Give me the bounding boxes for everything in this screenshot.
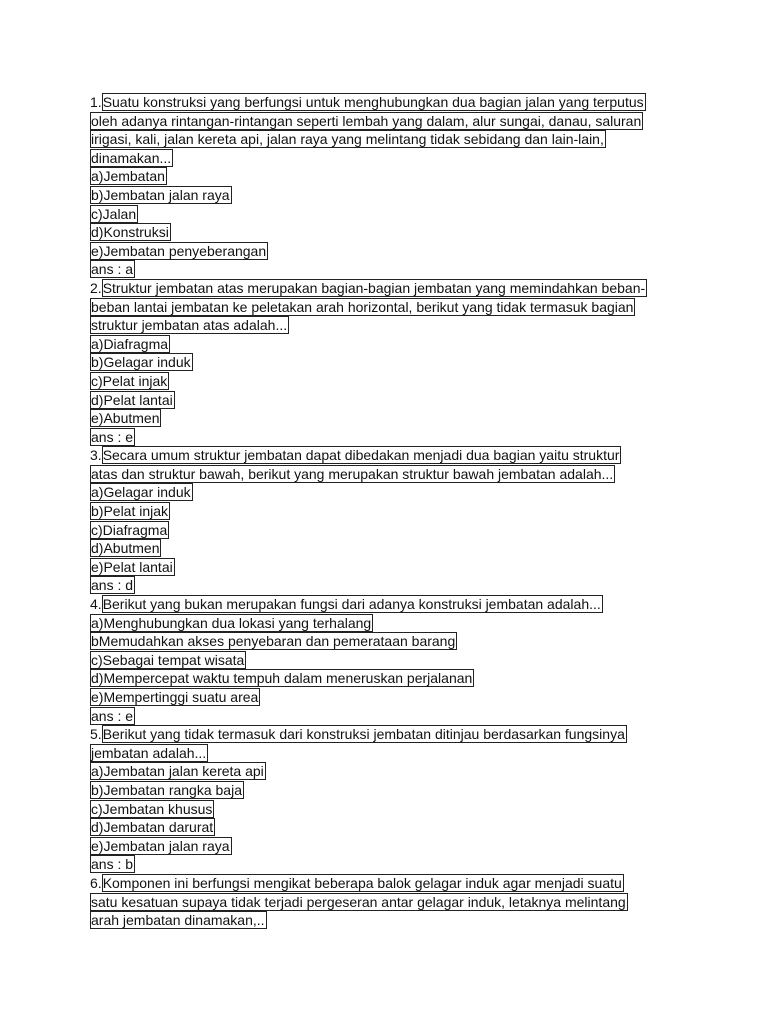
question-text: Secara umum struktur jembatan dapat dibedakan menjadi dua bagian yaitu struktur <box>102 447 620 464</box>
question-stem-line <box>90 465 680 484</box>
option-d <box>90 818 680 837</box>
option-text: d)Pelat lantai <box>91 391 173 408</box>
option-e <box>90 688 680 707</box>
question-text: irigasi, kali, jalan kereta api, jalan raya yang melintang tidak sebidang dan lain-lain, <box>91 131 604 148</box>
question-text: oleh adanya rintangan-rintangan seperti lembah yang dalam, alur sungai, danau, saluran <box>91 112 642 129</box>
question-stem-line <box>90 893 680 912</box>
question-text: arah jembatan dinamakan,.. <box>91 912 265 929</box>
option-text: bMemudahkan akses penyebaran dan pemerataan barang <box>91 633 456 650</box>
question-stem-line <box>90 279 680 298</box>
question-text: Komponen ini berfungsi mengikat beberapa balok gelagar induk agar menjadi suatu <box>102 874 622 891</box>
option-text: d)Jembatan darurat <box>91 819 214 836</box>
question-stem-line <box>90 911 680 930</box>
option-text: b)Jembatan rangka baja <box>91 781 242 798</box>
answer-line <box>90 576 680 595</box>
question-text: Suatu konstruksi yang berfungsi untuk menghubungkan dua bagian jalan yang terputus <box>102 94 644 110</box>
question-1 <box>90 93 680 279</box>
option-d <box>90 223 680 242</box>
answer-text: ans : e <box>91 707 134 724</box>
option-text: c)Sebagai tempat wisata <box>91 651 245 668</box>
answer-line <box>90 260 680 279</box>
question-4 <box>90 595 680 725</box>
question-stem-line <box>90 446 680 465</box>
option-d <box>90 669 680 688</box>
question-number: 6. <box>90 874 102 891</box>
option-text: b)Gelagar induk <box>91 354 191 371</box>
question-5 <box>90 725 680 874</box>
option-text: a)Jembatan <box>91 168 165 185</box>
option-text: b)Pelat injak <box>91 503 169 520</box>
question-number: 2. <box>90 279 102 296</box>
option-c <box>90 800 680 819</box>
question-text: Berikut yang bukan merupakan fungsi dari adanya konstruksi jembatan adalah... <box>102 596 601 613</box>
option-d <box>90 539 680 558</box>
option-e <box>90 837 680 856</box>
option-a <box>90 335 680 354</box>
option-c <box>90 521 680 540</box>
question-2 <box>90 279 680 446</box>
option-c <box>90 205 680 224</box>
option-a <box>90 483 680 502</box>
option-b <box>90 186 680 205</box>
option-text: e)Jembatan penyeberangan <box>91 242 267 259</box>
question-stem-line <box>90 93 680 112</box>
question-stem-line <box>90 112 680 131</box>
option-text: d)Abutmen <box>91 540 160 557</box>
question-text: jembatan adalah... <box>91 744 207 761</box>
question-text: Berikut yang tidak termasuk dari konstruksi jembatan ditinjau berdasarkan fungsinya <box>102 726 625 743</box>
option-text: b)Jembatan jalan raya <box>91 186 230 203</box>
question-stem-line <box>90 316 680 335</box>
answer-text: ans : d <box>91 577 134 594</box>
question-stem-line <box>90 744 680 763</box>
answer-line <box>90 707 680 726</box>
option-text: e)Pelat lantai <box>91 558 173 575</box>
option-text: c)Diafragma <box>91 521 168 538</box>
option-b <box>90 781 680 800</box>
question-stem-line <box>90 149 680 168</box>
option-text: e)Jembatan jalan raya <box>91 837 230 854</box>
option-text: a)Jembatan jalan kereta api <box>91 763 264 780</box>
option-text: a)Diafragma <box>91 335 169 352</box>
answer-text: ans : e <box>91 428 134 445</box>
option-text: c)Pelat injak <box>91 372 168 389</box>
option-a <box>90 167 680 186</box>
option-b <box>90 353 680 372</box>
document-body <box>90 93 680 930</box>
option-c <box>90 372 680 391</box>
option-text: d)Mempercepat waktu tempuh dalam meneruskan perjalanan <box>91 670 473 687</box>
answer-text: ans : b <box>91 856 134 873</box>
question-text: beban lantai jembatan ke peletakan arah horizontal, berikut yang tidak termasuk bagian <box>91 298 634 315</box>
question-stem-line <box>90 298 680 317</box>
question-text: struktur jembatan atas adalah... <box>91 317 288 334</box>
option-b <box>90 632 680 651</box>
option-e <box>90 409 680 428</box>
option-a <box>90 762 680 781</box>
question-6 <box>90 874 680 930</box>
question-text: dinamakan... <box>91 149 172 166</box>
answer-line <box>90 855 680 874</box>
question-text: atas dan struktur bawah, berikut yang merupakan struktur bawah jembatan adalah... <box>91 465 614 482</box>
option-text: e)Mempertinggi suatu area <box>91 689 259 705</box>
option-e <box>90 558 680 577</box>
question-text: satu kesatuan supaya tidak terjadi pergeseran antar gelagar induk, letaknya melintang <box>91 893 626 910</box>
option-b <box>90 502 680 521</box>
question-stem-line <box>90 130 680 149</box>
option-text: a)Menghubungkan dua lokasi yang terhalang <box>91 614 372 631</box>
answer-text: ans : a <box>91 261 134 278</box>
option-text: c)Jembatan khusus <box>91 800 213 817</box>
option-e <box>90 242 680 261</box>
question-3 <box>90 446 680 595</box>
question-number: 3. <box>90 447 102 464</box>
question-number: 5. <box>90 726 102 743</box>
question-number: 1. <box>90 94 102 110</box>
option-text: a)Gelagar induk <box>91 484 191 501</box>
option-d <box>90 391 680 410</box>
question-stem-line <box>90 725 680 744</box>
question-stem-line <box>90 874 680 893</box>
question-stem-line <box>90 595 680 614</box>
question-text: Struktur jembatan atas merupakan bagian-bagian jembatan yang memindahkan beban- <box>102 279 646 296</box>
question-number: 4. <box>90 596 102 613</box>
option-text: c)Jalan <box>91 205 137 222</box>
answer-line <box>90 428 680 447</box>
option-text: d)Konstruksi <box>91 224 169 241</box>
option-a <box>90 614 680 633</box>
option-c <box>90 651 680 670</box>
option-text: e)Abutmen <box>91 410 160 427</box>
